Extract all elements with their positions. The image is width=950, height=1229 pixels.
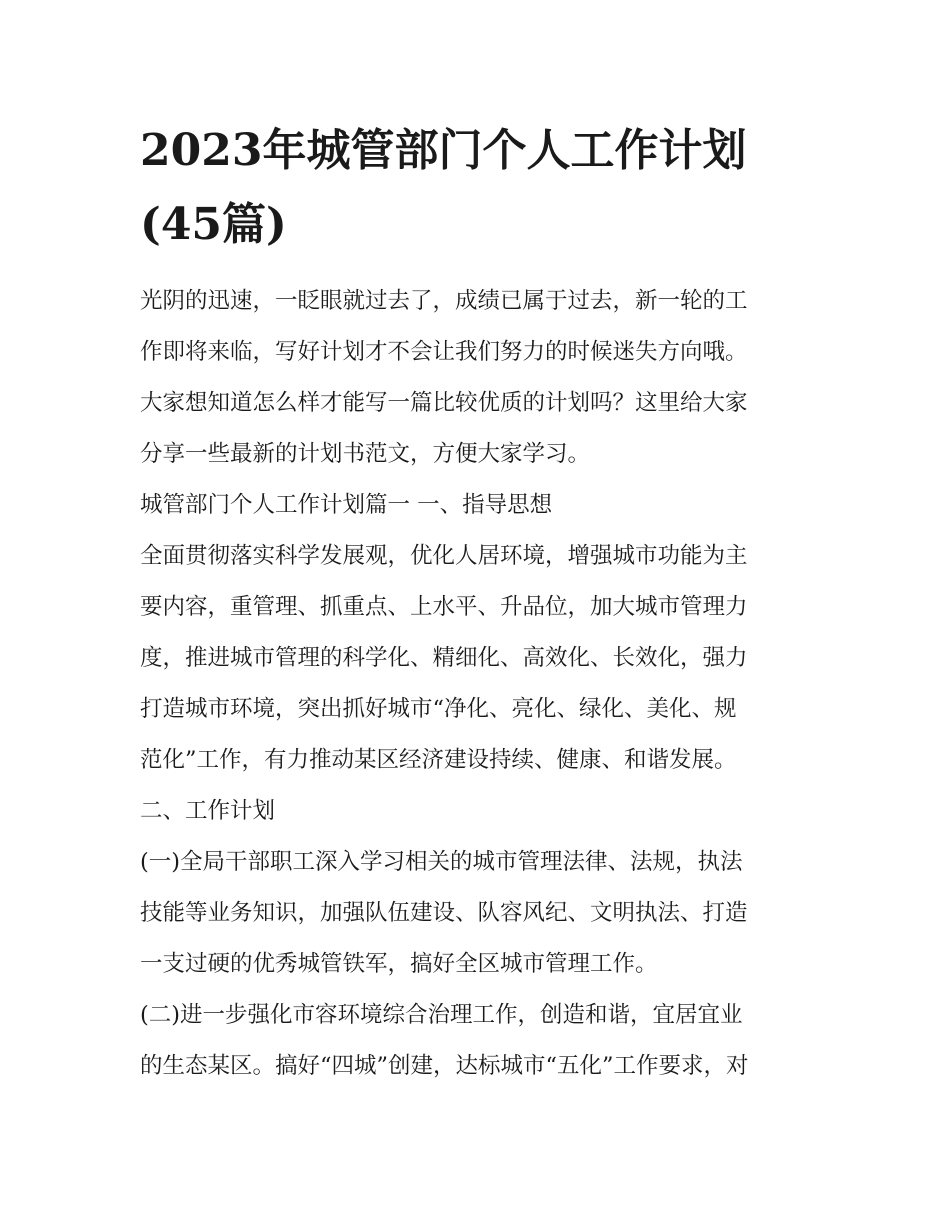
body-line: 作即将来临，写好计划才不会让我们努力的时候迷失方向哦。 [140, 339, 748, 365]
body-line: 范化”工作，有力推动某区经济建设持续、健康、和谐发展。 [140, 747, 737, 773]
document-title [140, 114, 820, 262]
body-line: 打造城市环境，突出抓好城市“净化、亮化、绿化、美化、规 [140, 696, 737, 722]
body-line: 分享一些最新的计划书范文，方便大家学习。 [140, 441, 591, 467]
body-line: (二)进一步强化市容环境综合治理工作，创造和谐，宜居宜业 [140, 1002, 743, 1028]
title-line: 2023年城管部门个人工作计划 [140, 125, 747, 176]
body-line: 的生态某区。搞好“四城”创建，达标城市“五化”工作要求，对 [140, 1053, 749, 1079]
body-line: 要内容，重管理、抓重点、上水平、升品位，加大城市管理力 [140, 594, 748, 620]
section-heading: 二、工作计划 [140, 798, 276, 824]
body-line: 度，推进城市管理的科学化、精细化、高效化、长效化，强力 [140, 645, 748, 671]
body-line: (一)全局干部职工深入学习相关的城市管理法律、法规，执法 [140, 849, 743, 875]
body-line: 全面贯彻落实科学发展观，优化人居环境，增强城市功能为主 [140, 543, 748, 569]
section-heading: 城管部门个人工作计划篇一 一、指导思想 [140, 492, 553, 518]
body-line: 一支过硬的优秀城管铁军，搞好全区城市管理工作。 [140, 951, 658, 977]
body-line: 大家想知道怎么样才能写一篇比较优质的计划吗？这里给大家 [140, 390, 748, 416]
title-line: (45篇) [140, 199, 287, 250]
body-line: 技能等业务知识，加强队伍建设、队容风纪、文明执法、打造 [140, 900, 748, 926]
document-body [140, 276, 820, 1092]
body-line: 光阴的迅速，一眨眼就过去了，成绩已属于过去，新一轮的工 [140, 288, 748, 314]
